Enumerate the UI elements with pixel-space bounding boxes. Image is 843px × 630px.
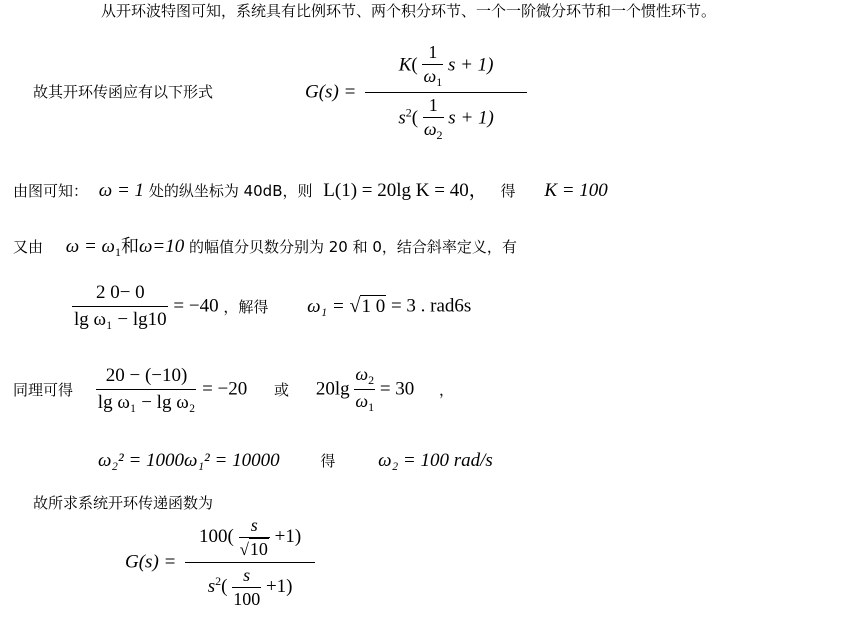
gain-line: 由图可知： ω = 1 处的纵坐标为 40dB，则 L(1) = 20lg K = 40， 得 K = 100 [13,180,608,201]
intro-line: 从开环波特图可知，系统具有比例环节、两个积分环节、一个一阶微分环节和一个惯性环节。 [101,2,717,20]
form-label: 故其开环传函应有以下形式 [33,83,214,101]
transfer-function-final: G(s) = 100( $\frac{s}{√10}$ +1) $s^2$( $\frac{s}{100}$ +1) [125,515,315,610]
similar-line: 同理可得 $\frac{20 - (-10)}{\text{lg ω₁ − lg ω₂}}$ = −20 或 20lg $\frac{\omega_2}{\omega_1}$ = 30 ， [13,364,455,414]
omega2-line: ω₂² = 1000ω₁² = 10000 得 ω₂ = 100 rad/s [98,450,493,471]
omega1-equation: $\frac{2 0- 0}{\text{lg ω₁ − lg10}}$ = −40 ，解得 ω₁ = √1 0 = 3 . rad6s [74,282,472,330]
transfer-function-general: G(s) = K( $\frac{1}{\omega_1}$ s + 1) $s^2$( $\frac{1}{\omega_2}$ s + 1) [305,42,527,143]
slope-line: 又由 $\omega = \omega_1$和ω=10 的幅值分贝数分别为 20 和 0，结合斜率定义，有 [13,236,517,259]
conclusion-label: 故所求系统开环传递函数为 [33,494,214,512]
